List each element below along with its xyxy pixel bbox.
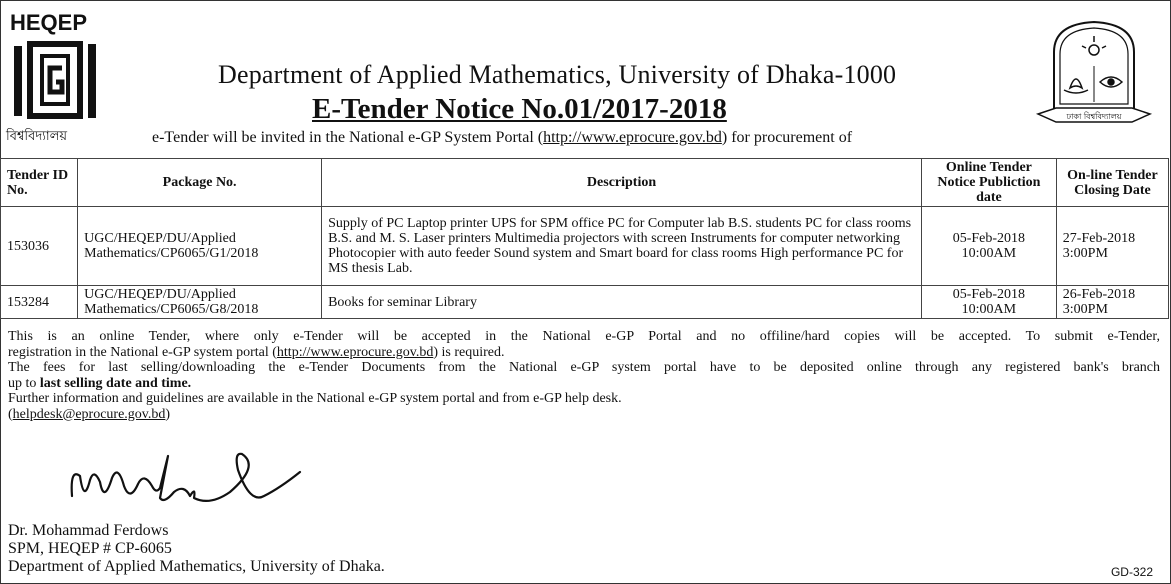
body-p1-suffix: ) is required.: [433, 344, 505, 360]
tender-id-cell: 153036: [1, 207, 78, 286]
body-p1-prefix: registration in the National e-GP system portal (: [8, 344, 277, 360]
package-line: Mathematics/CP6065/G8/2018: [84, 302, 259, 317]
signatory-department: Department of Applied Mathematics, University of Dhaka.: [8, 558, 385, 575]
invite-prefix: e-Tender will be invited in the National e-GP System Portal (: [152, 129, 544, 146]
logo-left-caption: বিশ্ববিদ্যালয়: [6, 129, 68, 144]
closing-time: 3:00PM: [1062, 302, 1108, 317]
invite-line: [152, 129, 852, 147]
signatory-block: [8, 522, 385, 576]
package-line: UGC/HEQEP/DU/Applied: [84, 287, 236, 302]
publication-cell: [922, 207, 1057, 286]
handwritten-signature: [60, 446, 330, 520]
header-description: Description: [322, 159, 922, 207]
invite-suffix: ) for procurement of: [721, 129, 853, 146]
package-cell: [78, 286, 322, 319]
package-line: UGC/HEQEP/DU/Applied: [84, 231, 236, 246]
signatory-role: SPM, HEQEP # CP-6065: [8, 540, 172, 557]
description-cell: Supply of PC Laptop printer UPS for SPM office PC for Computer lab B.S. students PC for class rooms B.S. and M. S. Laser printers Multimedia projectors with screen Instruments for computer networking Photocopier with auto feeder Sound system and Smart board for class rooms High performance PC for MS thesis Lab.: [322, 207, 922, 286]
eprocure-link[interactable]: http://www.eprocure.gov.bd: [543, 129, 722, 146]
heqep-emblem: [30, 44, 80, 116]
body-p2-prefix: up to: [8, 375, 40, 391]
logo-right-caption: ঢাকা বিশ্ববিদ্যালয়: [1066, 112, 1122, 121]
lamp-icon: [1082, 36, 1106, 55]
helpdesk-email-link[interactable]: helpdesk@eprocure.gov.bd: [12, 406, 166, 422]
logo-heqep-text: HEQEP: [10, 10, 88, 35]
body-p3: Further information and guidelines are available in the National e-GP system portal and from e-GP help desk.: [8, 391, 622, 406]
package-line: Mathematics/CP6065/G1/2018: [84, 246, 259, 261]
dhaka-university-seal: [1034, 18, 1154, 138]
table-header-row: [1, 159, 1169, 207]
publication-time: 10:00AM: [961, 302, 1017, 317]
body-p2-bold: last selling date and time.: [39, 375, 192, 391]
heqep-logo: [4, 6, 144, 146]
table-row: [1, 286, 1169, 319]
tender-id-cell: 153284: [1, 286, 78, 319]
tender-table: [0, 158, 1169, 319]
body-p1-line2: [8, 345, 1160, 361]
publication-cell: [922, 286, 1057, 319]
publication-date: 05-Feb-2018: [952, 231, 1026, 246]
lotus-icon: [1064, 79, 1088, 93]
publication-time: 10:00AM: [961, 246, 1017, 261]
signatory-name: Dr. Mohammad Ferdows: [8, 522, 169, 539]
body-p2-line2: [8, 376, 1160, 392]
closing-cell: [1056, 286, 1168, 319]
header-publication-date: Online Tender Notice Publiction date: [922, 159, 1057, 207]
header-closing-date: On-line Tender Closing Date: [1056, 159, 1168, 207]
header-tender-id: Tender ID No.: [1, 159, 78, 207]
body-p4-prefix: (: [8, 406, 13, 422]
closing-cell: [1056, 207, 1168, 286]
body-p2-line1: The fees for last selling/downloading the e-Tender Documents from the National e-GP system portal have to be deposited online through any registered bank's branch: [8, 360, 1160, 375]
publication-date: 05-Feb-2018: [952, 287, 1026, 302]
notice-body: [8, 329, 1160, 422]
eye-icon: [1100, 77, 1122, 87]
closing-time: 3:00PM: [1062, 246, 1108, 261]
notice-title: E-Tender Notice No.01/2017-2018: [312, 93, 727, 125]
body-p4: [8, 407, 1160, 423]
body-p4-suffix: ): [165, 406, 171, 422]
department-title: Department of Applied Mathematics, University of Dhaka-1000: [218, 60, 897, 89]
header-package: Package No.: [78, 159, 322, 207]
package-cell: [78, 207, 322, 286]
description-cell: Books for seminar Library: [322, 286, 922, 319]
document-code: GD-322: [1110, 565, 1153, 579]
body-p1-line1: This is an online Tender, where only e-Tender will be accepted in the National e-GP Portal and no offiline/hard copies will be accepted. To submit e-Tender,: [8, 329, 1160, 344]
eprocure-body-link[interactable]: http://www.eprocure.gov.bd: [276, 344, 434, 360]
closing-date: 26-Feb-2018: [1062, 287, 1136, 302]
table-row: [1, 207, 1169, 286]
closing-date: 27-Feb-2018: [1062, 231, 1136, 246]
